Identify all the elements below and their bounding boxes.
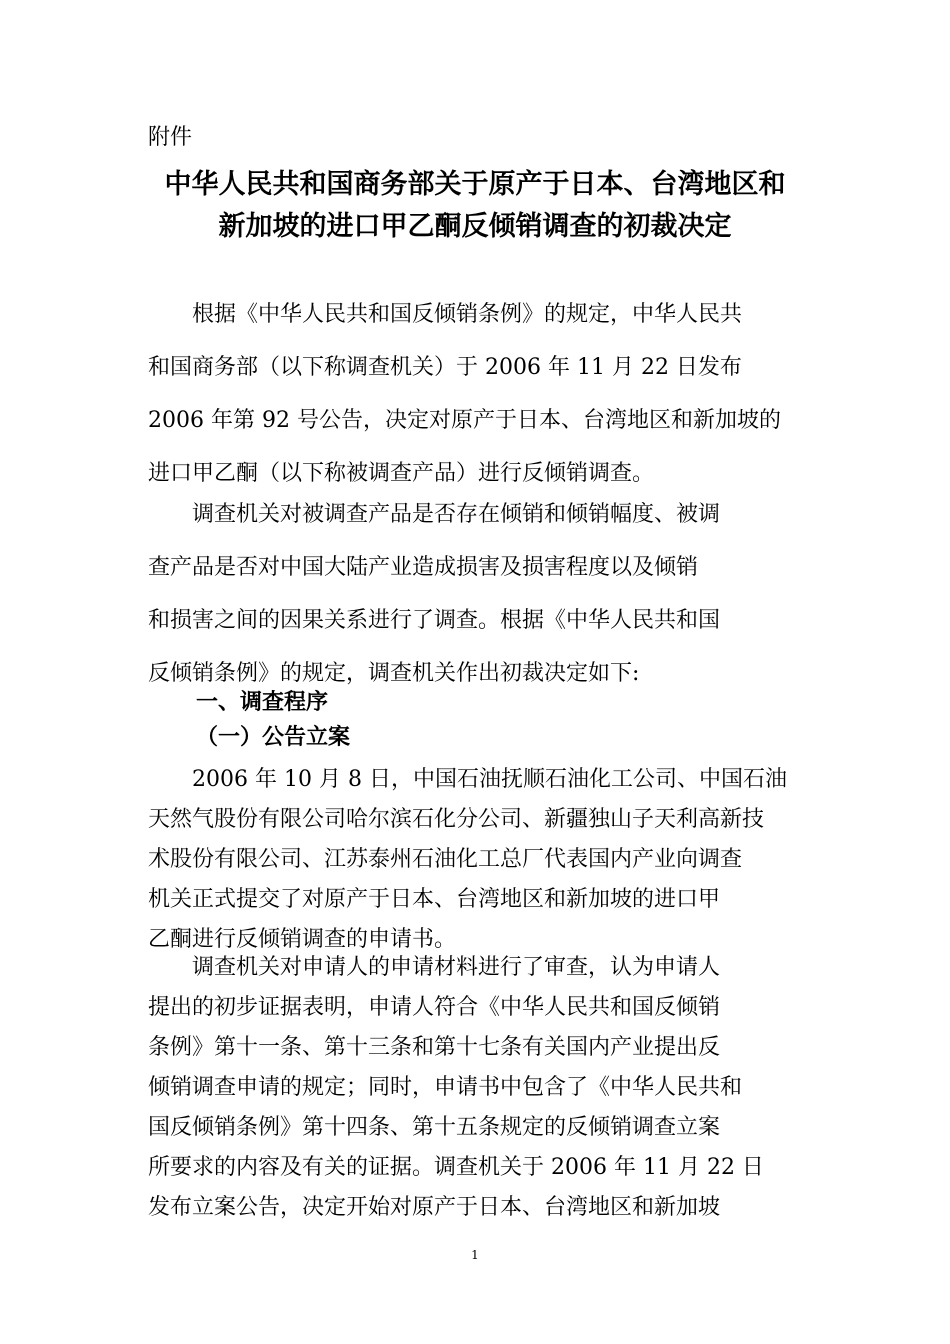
paragraph-line: 2006 年第 92 号公告，决定对原产于日本、台湾地区和新加坡的: [148, 408, 781, 433]
paragraph-line: 机关正式提交了对原产于日本、台湾地区和新加坡的进口甲: [148, 887, 721, 912]
paragraph-line: 调查机关对申请人的申请材料进行了审查，认为申请人: [148, 955, 721, 980]
page-number: 1: [471, 1248, 479, 1262]
paragraph-4: [148, 948, 804, 1228]
paragraph-line: 发布立案公告，决定开始对原产于日本、台湾地区和新加坡: [148, 1195, 721, 1220]
paragraph-line: 和损害之间的因果关系进行了调查。根据《中华人民共和国: [148, 608, 721, 633]
paragraph-line: 和国商务部（以下称调查机关）于 2006 年 11 月 22 日发布: [148, 355, 742, 380]
paragraph-line: 根据《中华人民共和国反倾销条例》的规定，中华人民共: [148, 302, 743, 327]
annex-label: 附件: [148, 125, 193, 150]
paragraph-line: 查产品是否对中国大陆产业造成损害及损害程度以及倾销: [148, 555, 699, 580]
paragraph-line: 条例》第十一条、第十三条和第十七条有关国内产业提出反: [148, 1035, 721, 1060]
document-title-line-2: 新加坡的进口甲乙酮反倾销调查的初裁决定: [218, 211, 732, 242]
paragraph-3: [148, 760, 804, 960]
paragraph-line: 术股份有限公司、江苏泰州石油化工总厂代表国内产业向调查: [148, 847, 743, 872]
paragraph-2: [148, 488, 804, 700]
subsection-heading: （一）公告立案: [196, 725, 351, 750]
paragraph-line: 反倾销条例》的规定，调查机关作出初裁决定如下:: [148, 661, 640, 686]
paragraph-1: [148, 288, 804, 500]
paragraph-line: 倾销调查申请的规定；同时，申请书中包含了《中华人民共和: [148, 1075, 743, 1100]
document-title-line-1: 中华人民共和国商务部关于原产于日本、台湾地区和: [164, 169, 786, 200]
paragraph-line: 所要求的内容及有关的证据。调查机关于 2006 年 11 月 22 日: [148, 1155, 764, 1180]
paragraph-line: 进口甲乙酮（以下称被调查产品）进行反倾销调查。: [148, 461, 655, 486]
paragraph-line: 调查机关对被调查产品是否存在倾销和倾销幅度、被调: [148, 502, 721, 527]
paragraph-line: 2006 年 10 月 8 日，中国石油抚顺石油化工公司、中国石油: [148, 767, 787, 792]
paragraph-line: 提出的初步证据表明，申请人符合《中华人民共和国反倾销: [148, 995, 721, 1020]
section-heading: 一、调查程序: [196, 690, 329, 715]
paragraph-line: 天然气股份有限公司哈尔滨石化分公司、新疆独山子天利高新技: [148, 807, 765, 832]
paragraph-line: 国反倾销条例》第十四条、第十五条规定的反倾销调查立案: [148, 1115, 721, 1140]
paragraph-line: 乙酮进行反倾销调查的申请书。: [148, 927, 457, 952]
